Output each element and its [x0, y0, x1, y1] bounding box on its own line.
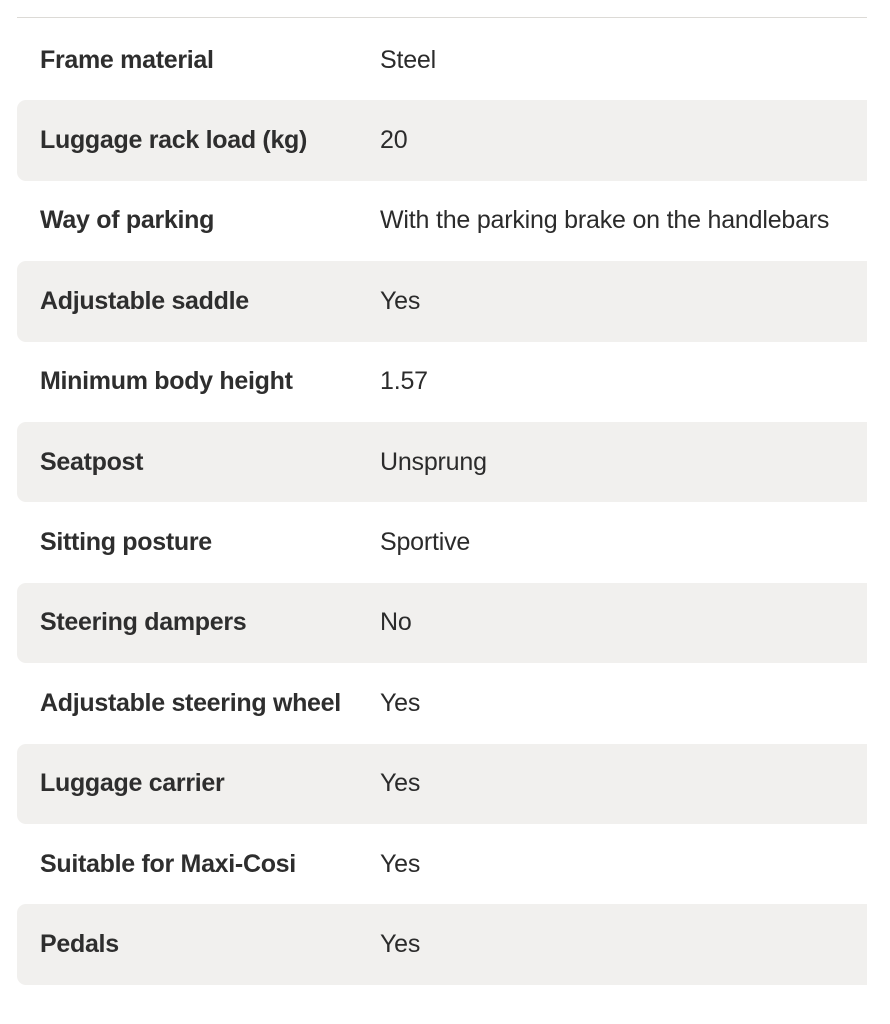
spec-label: Luggage carrier [40, 769, 225, 798]
spec-row-luggage-rack-load [17, 100, 867, 180]
spec-value: Yes [380, 929, 421, 958]
spec-value: Sportive [380, 528, 471, 557]
spec-value: Yes [380, 286, 421, 315]
spec-row-sitting-posture [17, 502, 867, 582]
spec-label: Suitable for Maxi-Cosi [40, 849, 296, 878]
spec-label: Seatpost [40, 447, 144, 476]
spec-label: Luggage rack load (kg) [40, 126, 308, 155]
spec-label: Way of parking [40, 206, 215, 235]
spec-value: Steel [380, 45, 436, 74]
spec-value: With the parking brake on the handlebars [380, 206, 830, 235]
spec-value: Yes [380, 849, 421, 878]
spec-row-frame-material [17, 20, 867, 100]
spec-row-adjustable-steering-wheel [17, 663, 867, 743]
spec-value: 20 [380, 126, 408, 155]
spec-value: Yes [380, 688, 421, 717]
spec-row-minimum-body-height [17, 342, 867, 422]
spec-row-adjustable-saddle [17, 261, 867, 341]
spec-row-seatpost [17, 422, 867, 502]
spec-label: Frame material [40, 45, 214, 74]
top-divider [17, 17, 867, 18]
spec-value: 1.57 [380, 367, 428, 396]
spec-label: Pedals [40, 929, 119, 958]
spec-value: No [380, 608, 412, 637]
spec-label: Minimum body height [40, 367, 293, 396]
spec-table [17, 20, 867, 985]
spec-row-luggage-carrier [17, 744, 867, 824]
spec-row-pedals [17, 904, 867, 984]
spec-row-way-of-parking [17, 181, 867, 261]
spec-label: Sitting posture [40, 528, 212, 557]
spec-row-suitable-for-maxi-cosi [17, 824, 867, 904]
spec-value: Yes [380, 769, 421, 798]
spec-label: Steering dampers [40, 608, 247, 637]
spec-row-steering-dampers [17, 583, 867, 663]
spec-label: Adjustable steering wheel [40, 688, 341, 717]
spec-value: Unsprung [380, 447, 487, 476]
spec-label: Adjustable saddle [40, 286, 249, 315]
